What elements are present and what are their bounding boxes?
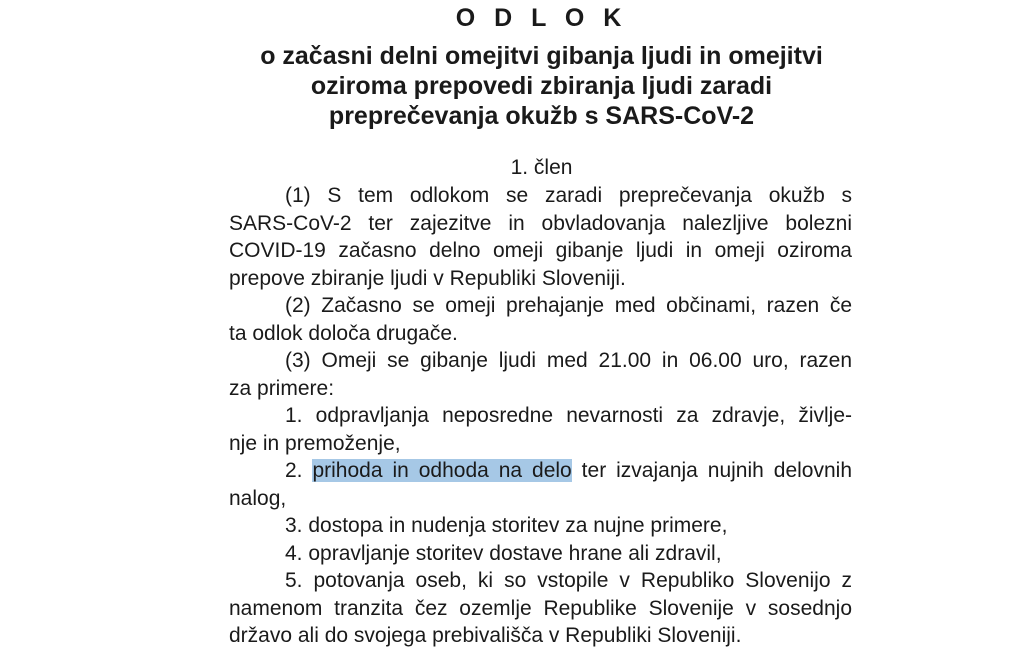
list-item-4 [229,540,852,568]
list-item-2-line-1 [229,457,852,485]
list-item-3-line-1: 3. dostopa in nudenja storitev za nujne primere, [285,514,728,537]
paragraph-1-line-2: SARS-CoV-2 ter zajezitve in obvladovanja nalezljive bolezni [229,211,852,235]
article-heading: 1. člen [510,156,573,179]
list-item-2 [229,457,852,512]
document-title: O D L O K [455,4,628,32]
list-item-5 [229,567,852,650]
list-item-1-line-2: nje in premoženje, [229,431,401,455]
article-body [229,182,852,650]
paragraph-1-line-1: (1) S tem odlokom se zaradi preprečevanja okužb s [285,184,852,207]
list-item-5-line-1: 5. potovanja oseb, ki so vstopile v Republiko Slovenijo z [285,569,852,592]
list-item-2-rest: ter izvajanja nujnih delovnih [571,459,852,482]
list-item-1 [229,402,852,457]
list-item-5-line-3: državo ali do svojega prebivališča v Republiki Sloveniji. [229,624,742,647]
paragraph-3-line-2: za primere: [229,376,335,400]
paragraph-1 [229,182,852,292]
list-item-2-line-2: nalog, [229,486,287,510]
list-item-2-number: 2. [285,459,313,482]
paragraph-1-line-3: COVID-19 začasno delno omeji gibanje ljudi in omeji oziroma [229,239,852,262]
paragraph-3-line-1: (3) Omeji se gibanje ljudi med 21.00 in 06.00 uro, razen [285,349,852,372]
paragraph-2 [229,292,852,347]
selected-text-highlight[interactable]: prihoda in odhoda na delo [312,459,572,482]
subtitle-line-1: o začasni delni omejitvi gibanja ljudi in omejitvi [260,42,823,70]
paragraph-1-line-4: prepove zbiranje ljudi v Republiki Sloveniji. [229,266,626,290]
subtitle-line-3: preprečevanja okužb s SARS-CoV-2 [328,102,755,130]
paragraph-2-line-1: (2) Začasno se omeji prehajanje med občinami, razen če [285,294,852,317]
list-item-4-line-1: 4. opravljanje storitev dostave hrane ali zdravil, [285,541,722,565]
paragraph-3 [229,347,852,402]
subtitle-line-2: oziroma prepovedi zbiranja ljudi zaradi [310,72,773,100]
paragraph-2-line-2: ta odlok določa drugače. [229,321,458,345]
list-item-3 [229,512,852,540]
document-subtitle [0,41,1023,131]
list-item-5-line-2: namenom tranzita čez ozemlje Republike Slovenije v sosednjo [229,596,852,620]
list-item-1-line-1: 1. odpravljanja neposredne nevarnosti za zdravje, življe- [285,404,852,427]
